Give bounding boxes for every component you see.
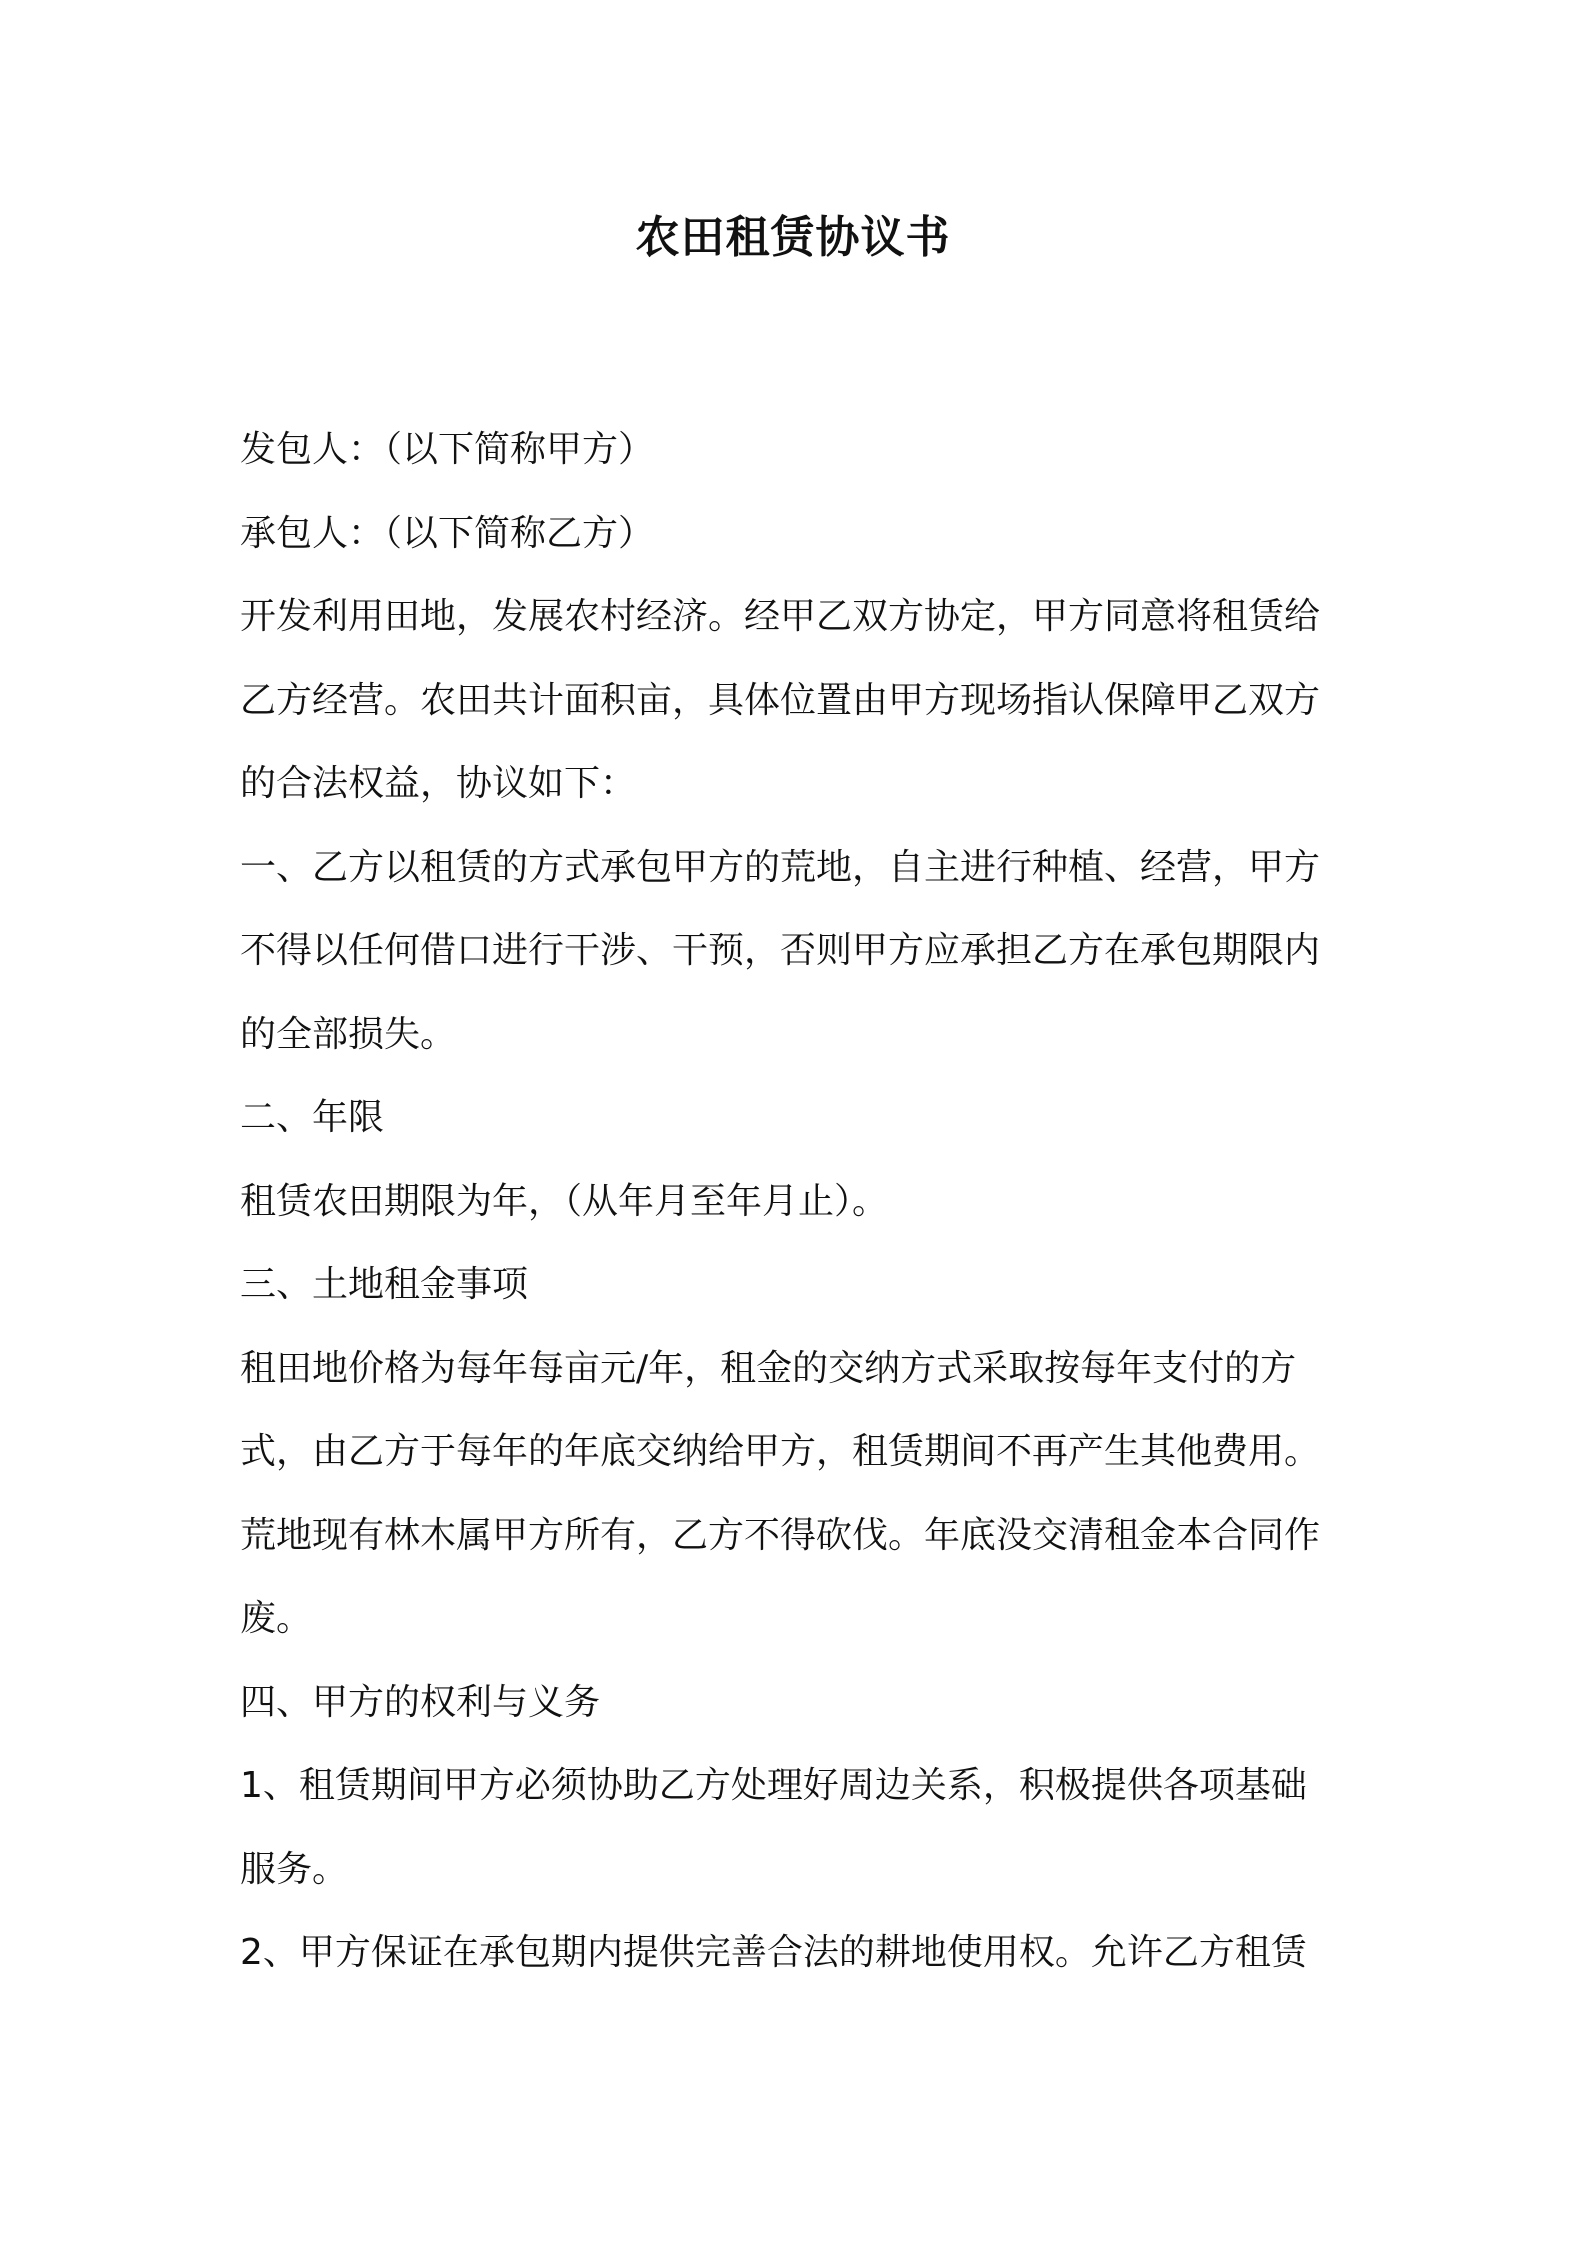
rent-line-2: 式，由乙方于每年的年底交纳给甲方，租赁期间不再产生其他费用。 — [240, 1431, 1321, 1472]
term-line: 租赁农田期限为年，（从年月至年月止）。 — [240, 1180, 889, 1222]
party-a-item-2-line-1: 2、甲方保证在承包期内提供完善合法的耕地使用权。允许乙方租赁 — [240, 1932, 1307, 1973]
party-a-item-1-line-2: 服务。 — [240, 1848, 349, 1890]
clause-1-line-3: 的全部损失。 — [240, 1013, 457, 1055]
section-heading-term: 二、年限 — [240, 1097, 385, 1138]
intro-line-1: 开发利用田地，发展农村经济。经甲乙双方协定，甲方同意将租赁给 — [240, 596, 1321, 637]
clause-1-line-2: 不得以任何借口进行干涉、干预，否则甲方应承担乙方在承包期限内 — [240, 930, 1321, 971]
rent-line-3: 荒地现有林木属甲方所有，乙方不得砍伐。年底没交清租金本合同作 — [240, 1514, 1321, 1556]
rent-line-1: 租田地价格为每年每亩元/年，租金的交纳方式采取按每年支付的方 — [240, 1347, 1297, 1389]
section-heading-party-a-rights: 四、甲方的权利与义务 — [240, 1681, 601, 1723]
section-heading-rent: 三、土地租金事项 — [240, 1264, 529, 1305]
intro-line-2: 乙方经营。农田共计面积亩，具体位置由甲方现场指认保障甲乙双方 — [240, 679, 1321, 721]
rent-line-4: 废。 — [240, 1598, 313, 1639]
clause-1-line-1: 一、乙方以租赁的方式承包甲方的荒地，自主进行种植、经营，甲方 — [240, 846, 1321, 888]
party-a-line: 发包人：（以下简称甲方） — [240, 429, 655, 470]
party-a-item-1-line-1: 1、租赁期间甲方必须协助乙方处理好周边关系，积极提供各项基础 — [240, 1765, 1307, 1806]
document-body — [240, 408, 1360, 1995]
party-b-line: 承包人：（以下简称乙方） — [240, 512, 655, 554]
document-title: 农田租赁协议书 — [635, 212, 951, 263]
intro-line-3: 的合法权益，协议如下： — [240, 763, 637, 804]
